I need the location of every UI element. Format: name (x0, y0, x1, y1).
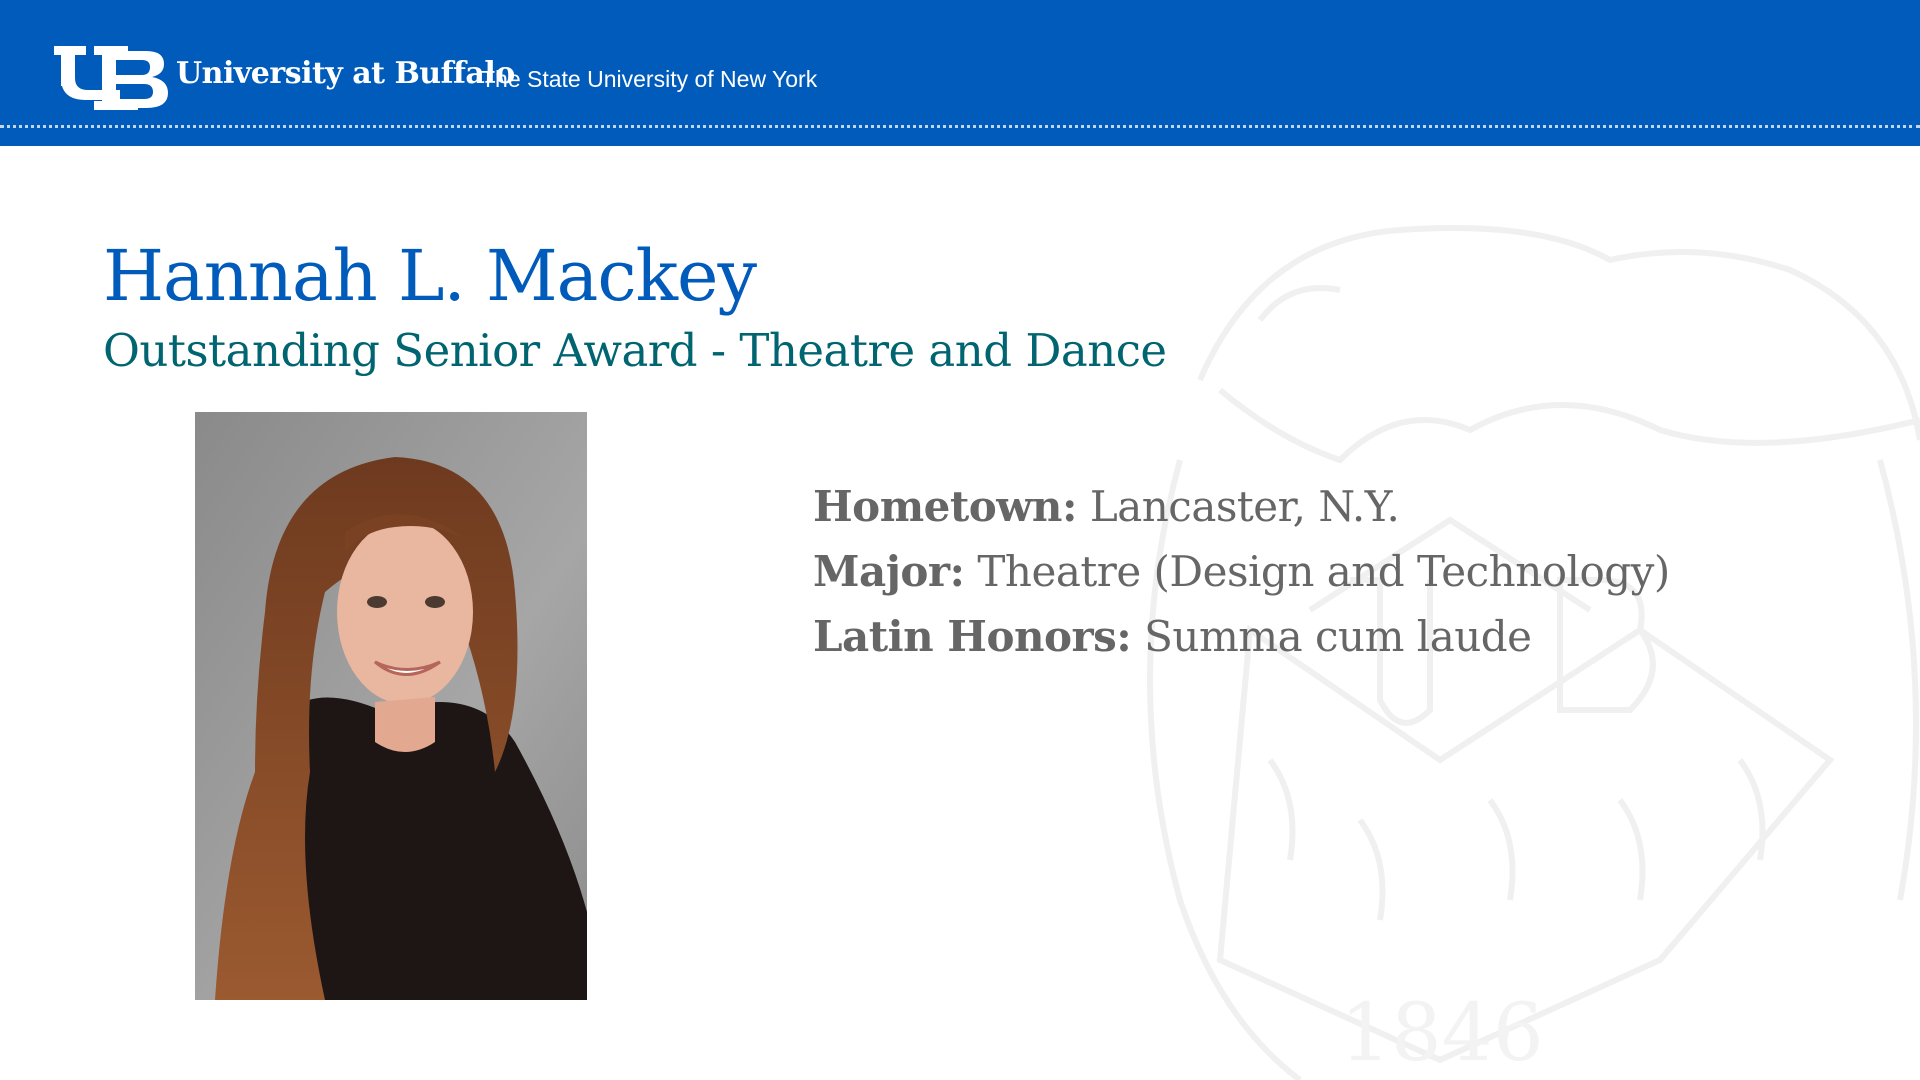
details-list (813, 474, 1670, 669)
latin-honors-label: Latin Honors: (813, 612, 1132, 661)
latin-honors-value: Summa cum laude (1144, 612, 1532, 661)
major-label: Major: (813, 547, 965, 596)
major-value: Theatre (Design and Technology) (977, 547, 1670, 596)
seal-year: 1846 (1340, 986, 1544, 1079)
hometown-label: Hometown: (813, 482, 1077, 531)
award-title: Outstanding Senior Award - Theatre and Dance (103, 324, 1167, 377)
detail-row-hometown (813, 474, 1670, 539)
header-dotted-divider (0, 125, 1920, 128)
ub-logo-icon (54, 46, 172, 110)
brand-name: University at Buffalo (176, 56, 515, 91)
honoree-name: Hannah L. Mackey (103, 235, 756, 317)
portrait-photo (195, 412, 587, 1000)
brand-subtitle: The State University of New York (481, 66, 818, 92)
detail-row-major (813, 539, 1670, 604)
hometown-value: Lancaster, N.Y. (1089, 482, 1400, 531)
detail-row-latin-honors (813, 604, 1670, 669)
